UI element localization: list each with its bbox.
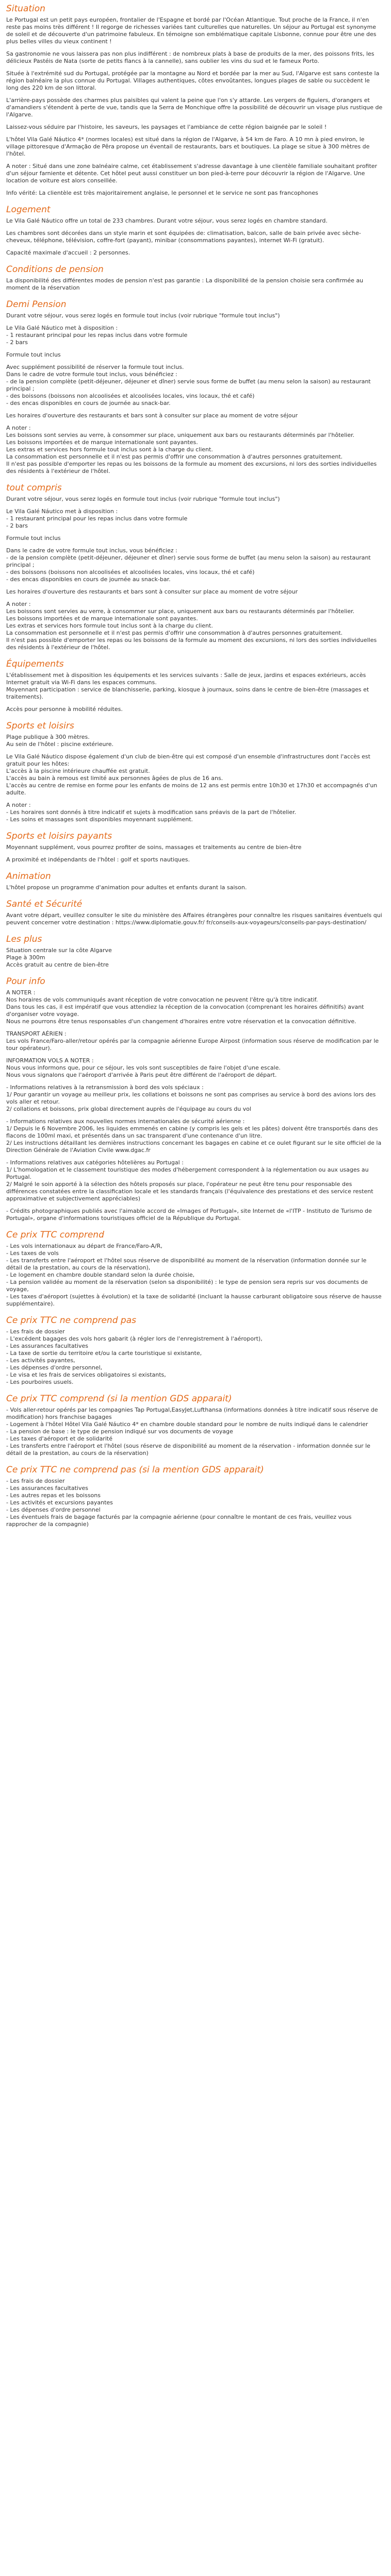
section-title: Ce prix TTC ne comprend pas [6,1315,136,1326]
section-paragraph: Située à l'extrémité sud du Portugal, protégée par la montagne au Nord et bordée par la mer au Sud, l'Algarve est sans conteste la région balnéaire la plus connue du Portugal. Villages authentiques, côtes envoûtantes, longues plages de sable ou succèdent le long des 220 km de son littoral. [6,70,380,91]
section-paragraph: Avant votre départ, veuillez consulter le site du ministère des Affaires étrangères pour connaître les risques sanitaires éventuels qui peuvent concerner votre destination : https://www.diplomatie.gouv.fr/ fr/conseils-aux-voyageurs/conseils-par-pays-destination/ [6,912,382,926]
section-title: Les plus [6,934,42,944]
section-paragraph: Formule tout inclus [6,535,61,541]
section-paragraph: A noter : Situé dans une zone balnéaire calme, cet établissement s'adresse davantage à une clientèle familiale souhaitant profiter d'un séjour farniente et détente. Cet hôtel peut aussi constituer un bon pied-à-terre pour découvrir la région de l'Algarve. Une location de voiture est alors conseillée. [6,163,378,184]
section-title: Sports et loisirs [6,721,74,731]
section-paragraph: Dans le cadre de votre formule tout inclus, vous bénéficiez : - de la pension complète (petit-déjeuner, déjeuner et dîner) servie sous forme de buffet (au menu selon la saison) au restaurant principal ; - des boissons (boissons non alcoolisées et alcoolisées locales, vins locaux, thé et café) - des encas disponibles en cours de journée au snack-bar. [6,547,371,583]
section-paragraph: Le Vila Galé Náutico dispose également d'un club de bien-être qui est composé d'un ensemble d'infrastructures dont l'accès est gratuit pour les hôtes: L'accès à la piscine intérieure chauffée est gratuit. L'accès au bain à remous est limité aux personnes âgées de plus de 16 ans. L'accès au centre de remise en forme pour les enfants de moins de 12 ans est permis entre 10h30 et 17h30 et accompagnés d'un adulte. [6,753,378,796]
section-title: Situation [6,4,45,14]
section-paragraph: A noter : Les boissons sont servies au verre, à consommer sur place, uniquement aux bars ou restaurants déterminés par l'hôtelier. Les boissons importées et de marque internationale sont payantes. Les extras et services hors formule tout inclus sont à la charge du client. La consommation est personnelle et il n'est pas permis d'offrir une consommation à d'autres personnes gratuitement. Il n'est pas possible d'emporter les repas ou les boissons de la formule au moment des excursions, ni lors des sorties individuelles des résidents à l'extérieur de l'hôtel. [6,601,377,651]
section-title: Sports et loisirs payants [6,831,112,841]
section-paragraph: - Vols aller-retour opérés par les compagnies Tap Portugal,EasyJet,Lufthansa (informations données à titre indicatif sous réserve de modification) hors franchise bagages - Logement à l'hôtel Hôtel Vila Galé Náutico 4* en chambre double standard pour le nombre de nuits indiqué dans le calendrier - La pension de base : le type de pension indiqué sur vos documents de voyage - Les taxes d'aéroport et de solidarité - Les transferts entre l'aéroport et l'hôtel (sous réserve de disponibilité au moment de la réservation - information donnée sur le détail de la prestation, au cours de la réservation) [6,1406,378,1456]
section-paragraph: - Les vols internationaux au départ de France/Faro-A/R, - Les taxes de vols - Les transferts entre l'aéroport et l'hôtel sous réserve de disponibilité au moment de la réservation (information donnée sur le détail de la prestation, au cours de la réservation), - Le logement en chambre double standard selon la durée choisie, - La pension validée au moment de la réservation (selon sa disponibilité) : le type de pension sera repris sur vos documents de voyage, - Les taxes d'aéroport (sujettes à évolution) et la taxe de solidarité (incluant la hausse carburant obligatoire sous réserve de hausse supplémentaire). [6,1243,382,1307]
section-paragraph: - Les frais de dossier - L'excédent bagages des vols hors gabarit (à régler lors de l'enregistrement à l'aéroport), - Les assurances facultatives - La taxe de sortie du territoire et/ou la carte touristique si existante, - Les activités payantes, - Les dépenses d'ordre personnel, - Le visa et les frais de services obligatoires si existants, - Les pourboires usuels. [6,1328,263,1385]
section-title: Ce prix TTC ne comprend pas (si la mention GDS apparait) [6,1465,264,1475]
section-paragraph: L'hôtel propose un programme d'animation pour adultes et enfants durant la saison. [6,884,247,891]
section-title: Demi Pension [6,299,67,310]
section-title: Animation [6,871,51,882]
section-paragraph: Situation centrale sur la côte Algarve Plage à 300m Accès gratuit au centre de bien-être [6,947,112,968]
section-paragraph: - Informations relatives aux catégories hôtelières au Portugal : 1/ L'homologation et le classement touristique des modes d'hébergement correspondent à la réglementation ou aux usages au Portugal. 2/ Malgré le soin apporté à la sélection des hôtels proposés sur place, l'opérateur ne peut être tenu pour responsable des différences constatées entre la classification locale et les standards français (l'équivalence des prestations et des service restent approximative et subjectivement appréciables) [6,1159,373,1202]
section-paragraph: - Informations relatives à la retransmission à bord des vols spéciaux : 1/ Pour garantir un voyage au meilleur prix, les collations et boissons ne sont pas comprises au service à bord des avions lors des vols aller et retour. 2/ collations et boissons, prix global directement auprès de l'équipage au cours du vol [6,1084,376,1112]
section-paragraph: A proximité et indépendants de l'hôtel : golf et sports nautiques. [6,856,190,863]
section-paragraph: Les horaires d'ouverture des restaurants et bars sont à consulter sur place au moment de votre séjour [6,412,298,419]
section-title: Logement [6,205,51,215]
section-paragraph: - Crédits photographiques publiés avec l'aimable accord de «Images of Portugal», site Internet de «l'ITP - Instituto de Turismo de Portugal», organe d'informations touristiques officiel de la République du Portugal. [6,1208,372,1222]
section-paragraph: L'établissement met à disposition les équipements et les services suivants : Salle de jeux, jardins et espaces extérieurs, accès Internet gratuit via Wi-Fi dans les espaces communs. Moyennant participation : service de blanchisserie, parking, kiosque à journaux, soins dans le centre de bien-être (massages et traitements). [6,672,369,700]
section-paragraph: Laissez-vous séduire par l'histoire, les saveurs, les paysages et l'ambiance de cette région baignée par le soleil ! [6,124,327,130]
section-paragraph: Capacité maximale d'accueil : 2 personnes. [6,249,131,256]
section-title: Équipements [6,659,64,669]
section-paragraph: Le Portugal est un petit pays européen, frontalier de l'Espagne et bordé par l'Océan Atlantique. Tout proche de la France, il n'en reste pas moins très différent ! Il regorge de richesses variées tant culturelles que naturelles. Un séjour au Portugal est synonyme de soleil et de découverte d'un patrimoine fabuleux. En témoigne son emblématique capitale Lisbonne, connue pour être une des plus belles villes du vieux continent ! [6,16,377,45]
section-paragraph: La disponibilité des différentes modes de pension n'est pas garantie : La disponibilité de la pension choisie sera confirmée au moment de la réservation [6,277,364,291]
section-paragraph: Le Vila Galé Náutico met à disposition : - 1 restaurant principal pour les repas inclus dans votre formule - 2 bars [6,508,188,529]
section-title: Ce prix TTC comprend [6,1230,104,1240]
section-paragraph: A noter : - Les horaires sont donnés à titre indicatif et sujets à modification sans préavis de la part de l'hôtelier. - Les soins et massages sont disponibles moyennant supplément. [6,802,297,823]
section-title: Santé et Sécurité [6,899,83,909]
section-paragraph: Avec supplément possibilité de réserver la formule tout inclus. Dans le cadre de votre formule tout inclus, vous bénéficiez : - de la pension complète (petit-déjeuner, déjeuner et dîner) servie sous forme de buffet (au menu selon la saison) au restaurant principal ; - des boissons (boissons non alcoolisées et alcoolisées locales, vins locaux, thé et café) - des encas disponibles en cours de journée au snack-bar. [6,364,371,406]
section-title: tout compris [6,483,62,493]
section-title: Pour info [6,976,45,987]
section-paragraph: A NOTER : Nos horaires de vols communiqués avant réception de votre convocation ne peuvent l'être qu'à titre indicatif. Dans tous les cas, il est impératif que vous attendiez la réception de la convocation (comprenant les horaires définitifs) avant d'organiser votre voyage. Nous ne pourrons être tenus responsables d'un changement d'horaires entre votre réservation et la convocation définitive. [6,989,364,1025]
section-paragraph: Sa gastronomie ne vous laissera pas non plus indifférent : de nombreux plats à base de produits de la mer, des poissons frits, les délicieux Pastéis de Nata (sorte de petits flancs à la cannelle), sans oublier les vins du sud et le fameux Porto. [6,50,374,64]
section-paragraph: L'arrière-pays possède des charmes plus paisibles qui valent la peine que l'on s'y attarde. Les vergers de figuiers, d'orangers et d'amandiers s'étendent à perte de vue, tandis que la Serra de Monchique offre la possibilité de découvrir un visage plus rustique de l'Algarve. [6,97,383,118]
section-paragraph: A noter : Les boissons sont servies au verre, à consommer sur place, uniquement aux bars ou restaurants déterminés par l'hôtelier. Les boissons importées et de marque internationale sont payantes. Les extras et services hors formule tout inclus sont à la charge du client. La consommation est personnelle et il n'est pas permis d'offrir une consommation à d'autres personnes gratuitement. Il n'est pas possible d'emporter les repas ou les boissons de la formule au moment des excursions, ni lors des sorties individuelles des résidents à l'extérieur de l'hôtel. [6,425,377,474]
section-paragraph: Formule tout inclus [6,351,61,358]
section-paragraph: TRANSPORT AÉRIEN : Les vols France/Faro-aller/retour opérés par la compagnie aérienne Europe Airpost (information sous réserve de modification par le tour opérateur). [6,1030,379,1052]
section-paragraph: Les horaires d'ouverture des restaurants et bars sont à consulter sur place au moment de votre séjour [6,588,298,595]
section-paragraph: Moyennant supplément, vous pourrez profiter de soins, massages et traitements au centre de bien-être [6,844,302,851]
section-title: Conditions de pension [6,264,104,275]
section-paragraph: INFORMATION VOLS A NOTER : Nous vous informons que, pour ce séjour, les vols sont susceptibles de faire l'objet d'une escale. Nous vous signalons que l'aéroport d'arrivée à Paris peut être différent de l'aéroport de départ. [6,1057,281,1078]
section-paragraph: Durant votre séjour, vous serez logés en formule tout inclus (voir rubrique "formule tout inclus") [6,496,280,502]
section-paragraph: Durant votre séjour, vous serez logés en formule tout inclus (voir rubrique "formule tout inclus") [6,312,280,319]
section-paragraph: Info vérité: La clientèle est très majoritairement anglaise, le personnel et le service ne sont pas francophones [6,190,318,196]
section-paragraph: Plage publique à 300 mètres. Au sein de l'hôtel : piscine extérieure. [6,734,114,748]
section-paragraph: Accès pour personne à mobilité réduites. [6,706,123,713]
section-paragraph: L'hôtel Vila Galé Náutico 4* (normes locales) est situé dans la région de l'Algarve, à 54 km de Faro. A 10 mn à pied environ, le village pittoresque d'Armação de Pêra propose un éventail de restaurants, bars et boutiques. La plage se situe à 300 mètres de l'hôtel. [6,136,370,157]
section-title: Ce prix TTC comprend (si la mention GDS apparait) [6,1394,232,1404]
section-paragraph: - Les frais de dossier - Les assurances facultatives - Les autres repas et les boissons - Les activités et excursions payantes - Les dépenses d'ordre personnel - Les éventuels frais de bagage facturés par la compagnie aérienne (pour connaître le montant de ces frais, veuillez vous rapprocher de la compagnie) [6,1478,352,1528]
section-paragraph: Les chambres sont décorées dans un style marin et sont équipées de: climatisation, balcon, salle de bain privée avec sèche-cheveux, téléphone, télévision, coffre-fort (payant), minibar (consommations payantes), internet Wi-Fi (gratuit). [6,230,361,244]
section-paragraph: Le Vila Galé Náutico met à disposition : - 1 restaurant principal pour les repas inclus dans votre formule - 2 bars [6,325,188,346]
section-paragraph: - Informations relatives aux nouvelles normes internationales de sécurité aérienne : 1/ Depuis le 6 Novembre 2006, les liquides emmenés en cabine (y compris les gels et les pâtes) doivent être transportés dans des flacons de 100ml maxi, et présentés dans un sac transparent d'une contenance d'un litre. 2/ Les instructions détaillant les dernières instructions concernant les bagages en cabine et ce oulet figurant sur le site officiel de la Direction Générale de l'Aviation Civile www.dgac.fr [6,1118,382,1154]
section-paragraph: Le Vila Galé Náutico offre un total de 233 chambres. Durant votre séjour, vous serez logés en chambre standard. [6,217,328,224]
